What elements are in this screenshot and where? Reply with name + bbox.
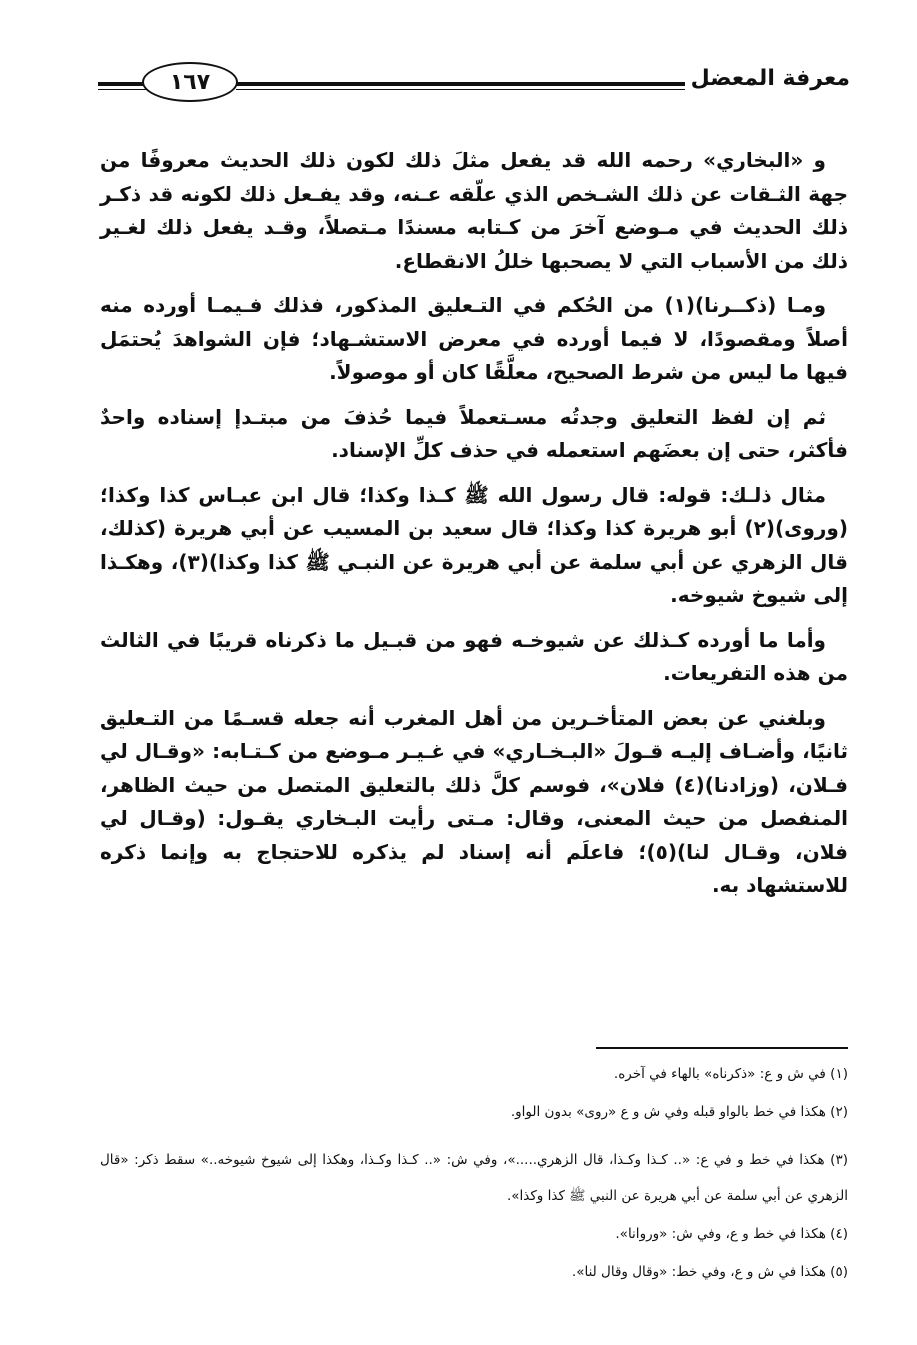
paragraph: مثال ذلـك: قوله: قال رسول الله ﷺ كـذا وكذا؛ قال ابن عبـاس كذا وكذا؛ (وروى)(٢) أبو هريرة كذا وكذا؛ قال سعيد بن المسيب عن أبي هريرة (كذلك، قال الزهري عن أبي سلمة عن أبي هريرة عن النبـي ﷺ كذا وكذا)(٣)، وهكـذا إلى شيوخ شيوخه. bbox=[100, 482, 849, 607]
page-header bbox=[98, 60, 850, 106]
header-rule-left bbox=[98, 82, 146, 86]
header-rule-middle-thin bbox=[236, 89, 756, 90]
paragraph: وبلغني عن بعض المتأخـرين من أهل المغرب أنه جعله قسـمًا من التـعليق ثانيًا، وأضـاف إليـه قـولَ «البـخـاري» في غـيـر مـوضع من كـتـابه: «وقـال لي فـلان، (وزادنا)(٤) فلان»، فوسم كلَّ ذلك بالتعليق المتصل من حيث الظاهر، المنفصل من حيث المعنى، وقال: مـتى رأيت البـخاري يقـول: (وقـال لي فلان، وقـال لنا)(٥)؛ فاعلَم أنه إسناد لم يذكره للاحتجاج به وإنما ذكره للاستشهاد به. bbox=[100, 705, 848, 897]
footnote-separator bbox=[596, 1047, 848, 1049]
paragraph: ومـا (ذكــرنا)(١) من الحُكم في التـعليق المذكور، فذلك فـيمـا أورده منه أصلاً ومقصودًا، لا فيما أورده في معرض الاستشـهاد؛ فإن الشواهدَ يُحتمَل فيها ما ليس من شرط الصحيح، معلَّقًا كان أو موصولاً. bbox=[100, 293, 848, 384]
footnote-2: (٢) هكذا في خط بالواو قبله وفي ش و ع «روى» بدون الواو. bbox=[510, 1104, 848, 1120]
footnote-4: (٤) هكذا في خط و ع، وفي ش: «وروانا». bbox=[615, 1226, 848, 1242]
page-number: ١٦٧ bbox=[169, 69, 211, 95]
paragraph: ثم إن لفظ التعليق وجدتُه مسـتعملاً فيما حُذفَ من مبتـدإ إسناده واحدٌ فأكثر، حتى إن بعضَهم استعمله في حذف كلِّ الإسناد. bbox=[100, 404, 848, 462]
running-title: معرفة المعضل bbox=[685, 66, 850, 91]
footnote-3: (٣) هكذا في خط و في ع: «.. كـذا وكـذا، قال الزهري.....»، وفي ش: «.. كـذا وكـذا، وهكذا إلى شيوخ شيوخه..» سقط ذكر: «قال الزهري عن أبي سلمة عن أبي هريرة عن النبي ﷺ كذا وكذا». bbox=[100, 1152, 848, 1204]
header-rule-middle bbox=[236, 82, 756, 86]
page-number-oval bbox=[142, 62, 238, 102]
footnote-5: (٥) هكذا في ش و ع، وفي خط: «وقال وقال لنا». bbox=[571, 1264, 848, 1280]
footnotes bbox=[100, 1066, 848, 1302]
paragraph: وأما ما أورده كـذلك عن شيوخـه فهو من قبـيل ما ذكرناه قريبًا في الثالث من هذه التفريعات. bbox=[100, 627, 848, 685]
header-rule-left-thin bbox=[98, 89, 146, 90]
footnote-1: (١) في ش و ع: «ذكرناه» بالهاء في آخره. bbox=[613, 1066, 848, 1082]
paragraph: و «البخاري» رحمه الله قد يفعل مثلَ ذلك لكون ذلك الحديث معروفًا من جهة الثـقات عن ذلك الشـخص الذي علّقه عـنه، وقد يفـعل ذلك لكونه قد ذكـر ذلك الحديث في مـوضع آخرَ من كـتابه مسندًا مـتصلاً، وقـد يفعل ذلك لغـير ذلك من الأسباب التي لا يصحبها خللُ الانقطاع. bbox=[100, 148, 848, 273]
main-text bbox=[100, 144, 848, 903]
